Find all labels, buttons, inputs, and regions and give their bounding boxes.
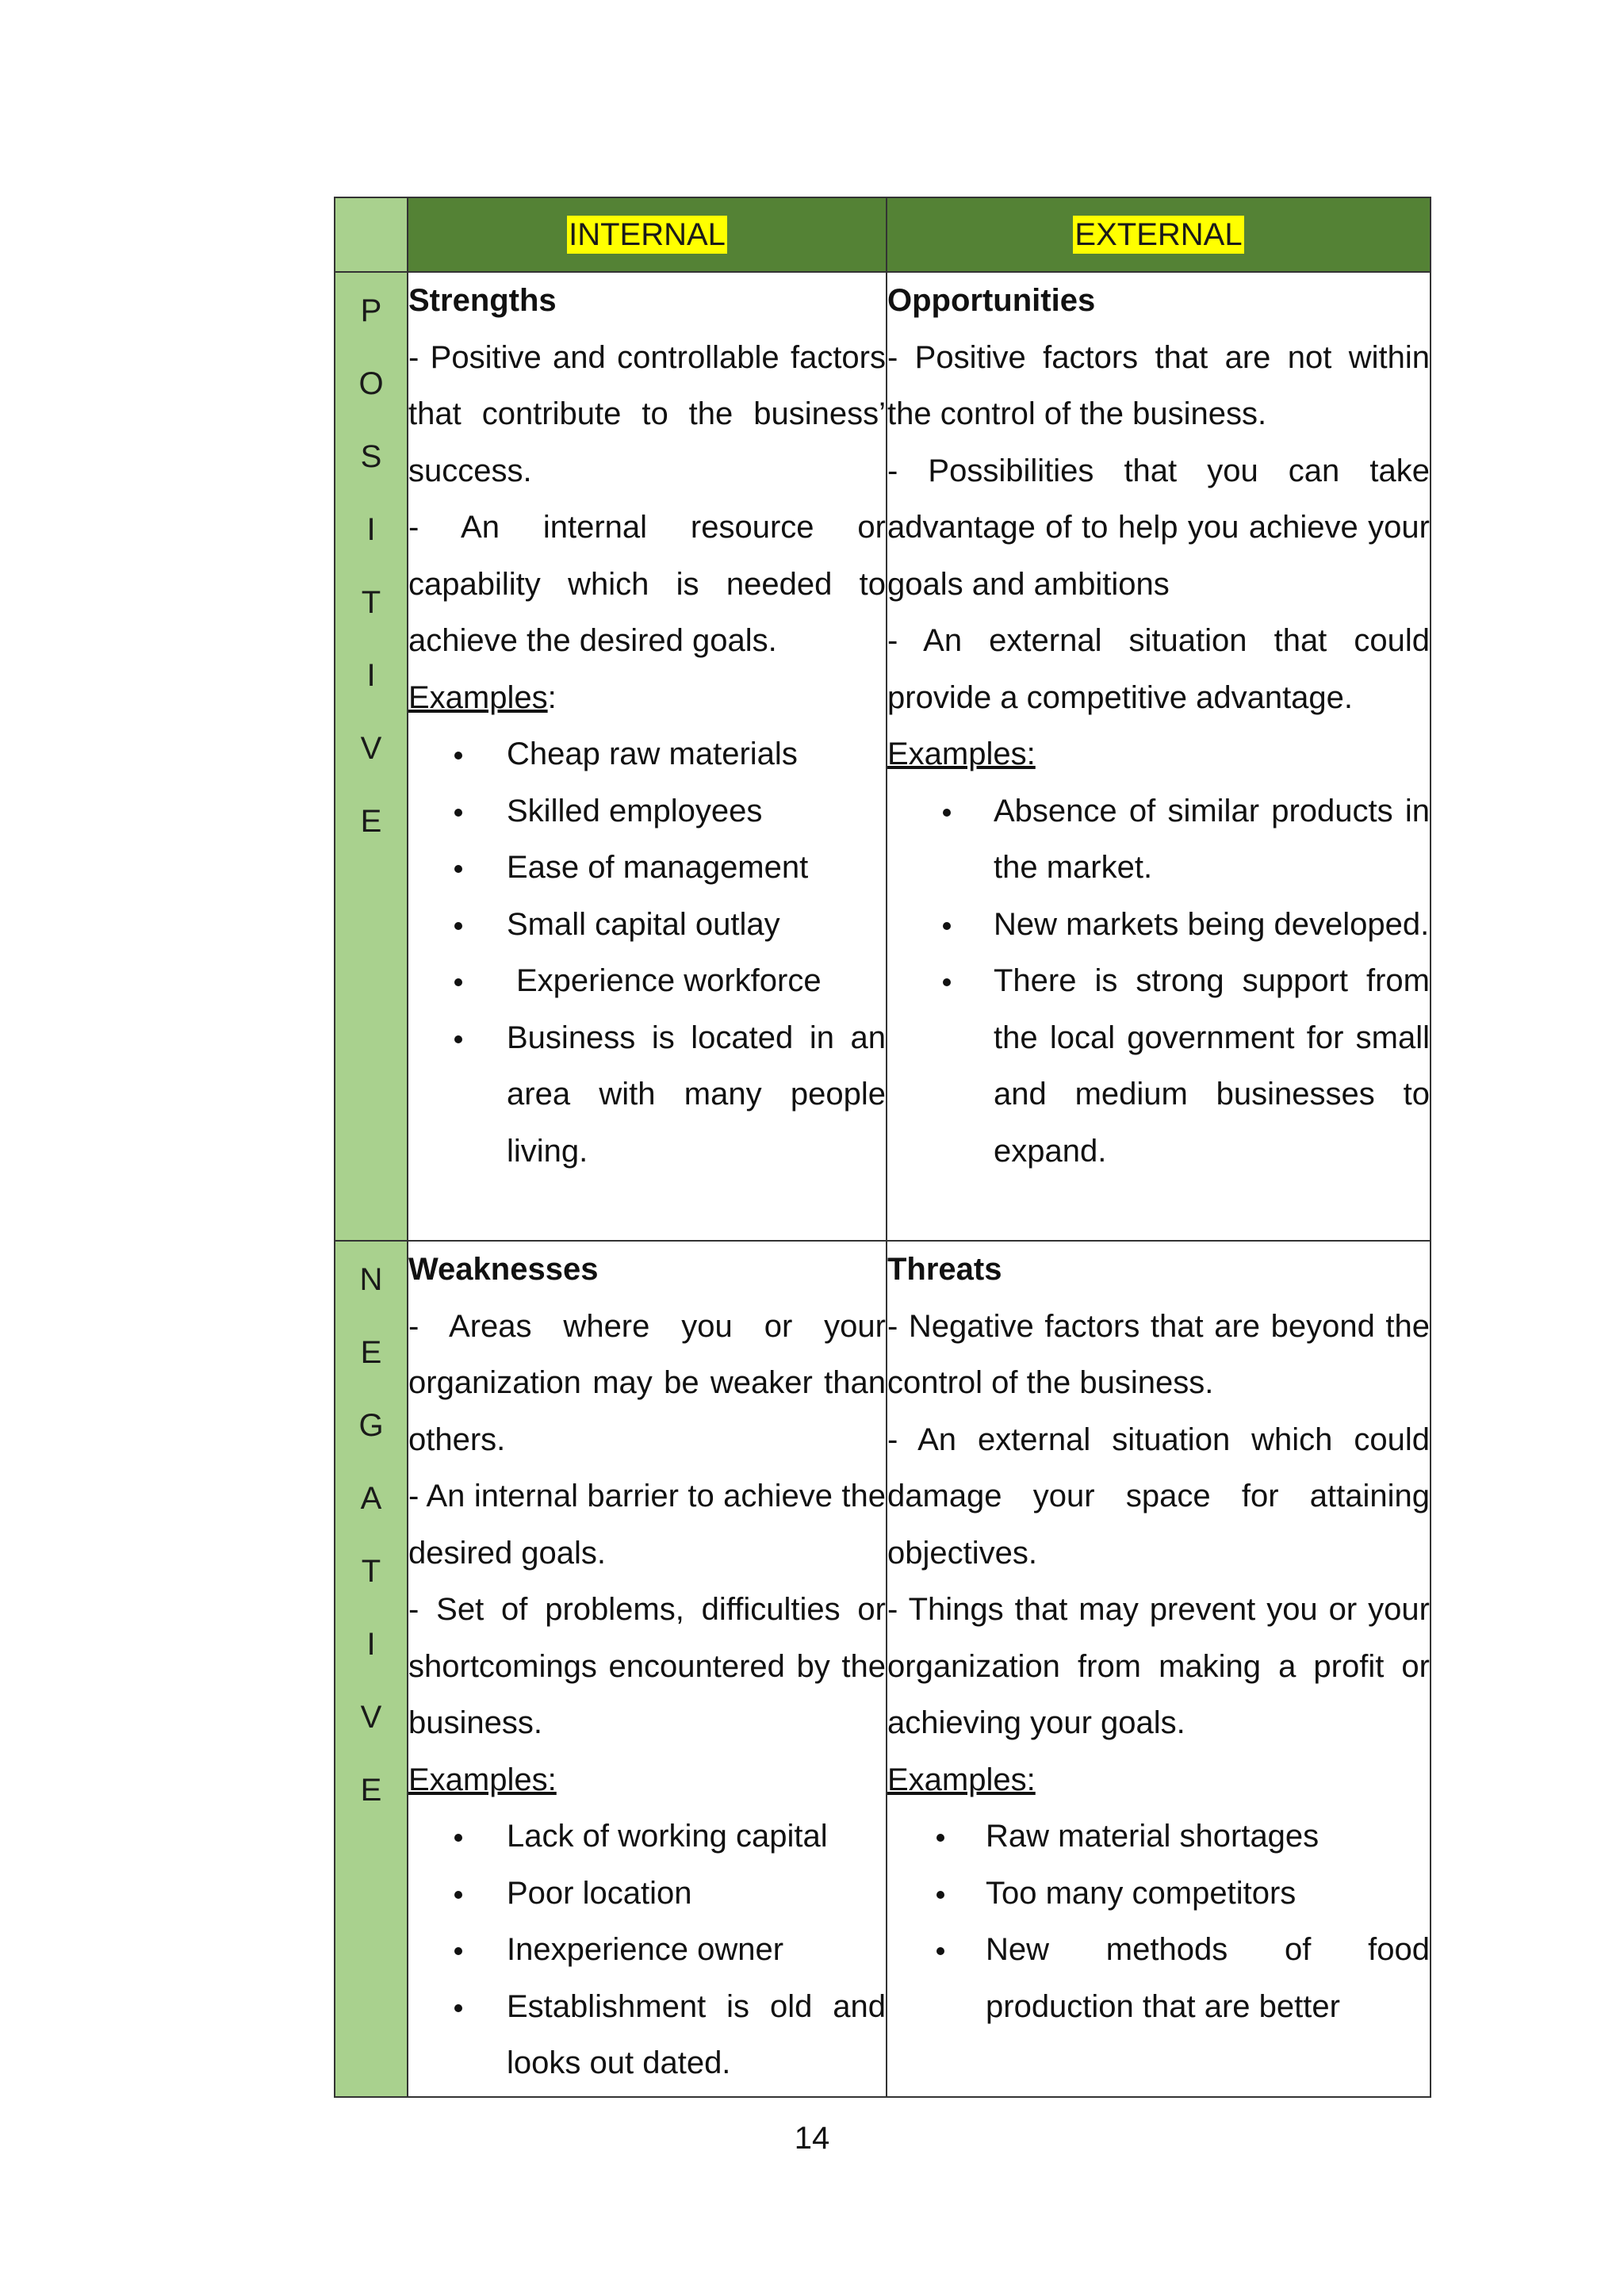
list-item: Ease of management (408, 840, 886, 897)
weaknesses-point: - Areas where you or your organization may be weaker than others. (408, 1308, 886, 1457)
side-letter: O (358, 366, 384, 401)
weaknesses-point: - Set of problems, difficulties or shortcomings encountered by the business. (408, 1592, 886, 1740)
list-item: There is strong support from the local government for small and medium businesses to expand. (887, 953, 1430, 1180)
list-item: Skilled employees (408, 783, 886, 840)
side-letter: A (360, 1481, 382, 1516)
strengths-title: Strengths (408, 283, 557, 318)
header-row (335, 197, 1431, 272)
list-item: Too many competitors (887, 1866, 1430, 1923)
weaknesses-title: Weaknesses (408, 1252, 599, 1287)
negative-row (335, 1241, 1431, 2097)
list-item: Raw material shortages (887, 1808, 1430, 1866)
side-letter: I (366, 658, 376, 693)
positive-row (335, 272, 1431, 1241)
list-item: Small capital outlay (408, 897, 886, 954)
side-letter: I (366, 1627, 376, 1662)
threats-point: - Negative factors that are beyond the control of the business. (887, 1308, 1430, 1400)
list-item: Lack of working capital (408, 1808, 886, 1866)
strengths-cell (408, 272, 887, 1241)
opportunities-point: - Positive factors that are not within the control of the business. (887, 339, 1430, 431)
opportunities-cell (887, 272, 1431, 1241)
weaknesses-cell (408, 1241, 887, 2097)
internal-header (408, 197, 887, 272)
list-item: New methods of food production that are better (887, 1922, 1430, 2035)
list-item: Poor location (408, 1866, 886, 1923)
threats-cell (887, 1241, 1431, 2097)
strengths-examples-list (408, 726, 886, 1180)
strengths-point: - Positive and controllable factors that contribute to the business’ success. (408, 339, 886, 488)
positive-side-label (335, 272, 408, 1241)
negative-side-label (335, 1241, 408, 2097)
list-item: Establishment is old and looks out dated. (408, 1979, 886, 2092)
list-item: Experience workforce (408, 953, 886, 1010)
threats-examples-list (887, 1808, 1430, 2035)
list-item: New markets being developed. (887, 897, 1430, 954)
opportunities-point: - Possibilities that you can take advantage of to help you achieve your goals and ambitions (887, 453, 1430, 602)
opportunities-examples-label: Examples: (887, 737, 1036, 771)
side-letter: E (360, 804, 382, 839)
side-letter: I (366, 512, 376, 547)
side-letter: T (361, 585, 381, 620)
opportunities-examples-list (887, 783, 1430, 1181)
side-letter: P (360, 293, 382, 328)
weaknesses-examples-list (408, 1808, 886, 2092)
list-item: Inexperience owner (408, 1922, 886, 1979)
swot-table (334, 197, 1431, 2098)
weaknesses-examples-label: Examples: (408, 1762, 557, 1797)
external-label: EXTERNAL (1074, 216, 1243, 252)
strengths-examples-colon: : (547, 679, 557, 715)
page-number: 14 (794, 2121, 830, 2156)
list-item: Absence of similar products in the market. (887, 783, 1430, 897)
side-letter: G (358, 1408, 384, 1443)
side-letter: E (360, 1335, 382, 1370)
threats-examples-label: Examples: (887, 1762, 1036, 1797)
internal-label: INTERNAL (569, 216, 726, 252)
list-item: Cheap raw materials (408, 726, 886, 783)
side-letter: S (360, 439, 382, 474)
list-item: Business is located in an area with many people living. (408, 1010, 886, 1181)
strengths-examples-label: Examples (408, 679, 548, 715)
weaknesses-point: - An internal barrier to achieve the desired goals. (408, 1479, 886, 1571)
external-header (887, 197, 1431, 272)
threats-point: - Things that may prevent you or your organization from making a profit or achieving your goals. (887, 1592, 1430, 1740)
side-letter: T (361, 1554, 381, 1589)
side-letter: V (360, 1700, 382, 1735)
side-letter: N (359, 1262, 383, 1297)
strengths-examples-heading (408, 670, 886, 727)
threats-title: Threats (887, 1252, 1002, 1287)
side-letter: V (360, 731, 382, 766)
threats-point: - An external situation which could damage your space for attaining objectives. (887, 1422, 1430, 1571)
opportunities-title: Opportunities (887, 283, 1096, 318)
strengths-point: - An internal resource or capability which is needed to achieve the desired goals. (408, 510, 886, 658)
side-letter: E (360, 1773, 382, 1808)
opportunities-point: - An external situation that could provide a competitive advantage. (887, 623, 1430, 715)
corner-cell (335, 197, 408, 272)
